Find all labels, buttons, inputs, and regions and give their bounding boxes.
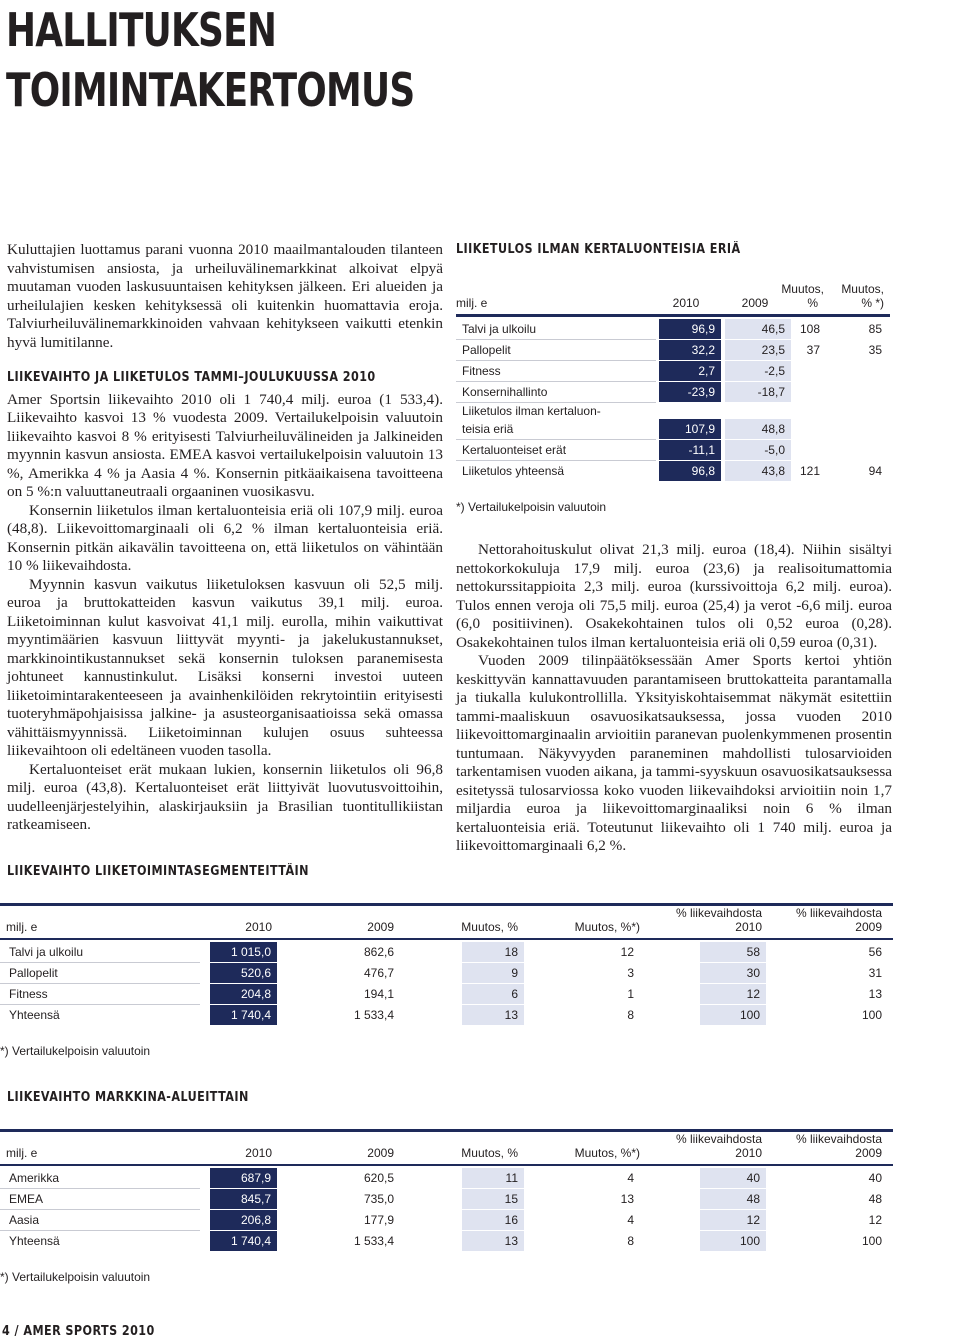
table-row: Konsernihallinto -23,9 -18,7 [456, 382, 890, 402]
left-column [7, 241, 443, 835]
column-header: % *) [861, 296, 884, 310]
table-row: Amerikka 687,9 620,5 11 4 40 40 [0, 1168, 893, 1188]
table-row: Liiketulos yhteensä 96,8 43,8 121 94 [456, 461, 890, 481]
column-header: % [807, 296, 818, 310]
column-header: 2010 [245, 920, 272, 934]
segment-table-heading: LIIKEVAIHTO LIIKETOIMINTASEGMENTEITTÄIN [7, 864, 309, 879]
column-header: Muutos, % [461, 920, 518, 934]
table-row: Pallopelit 520,6 476,7 9 3 30 31 [0, 963, 893, 983]
column-header: 2009 [367, 920, 394, 934]
footnote: *) Vertailukelpoisin valuutoin [456, 500, 607, 514]
table-row: Yhteensä 1 740,4 1 533,4 13 8 100 100 [0, 1005, 893, 1025]
header-rule [456, 314, 890, 317]
body-paragraph: Myynnin kasvun vaikutus liiketuloksen kasvuun oli 52,5 milj. euroa ja bruttokatteiden kasvun vaikutus 39,1 milj. euroa. Liiketoiminnan kulut kasvoivat 41,1 milj. eurolla, mihin vaikuttivat myyntimäärien kasvuun liittyvät myynti- ja jakelukustannukset, markkinointikustannukset sekä konsernin tuloksen paranemisesta johtuneet kannustinkulut. Lisäksi konserni investoi uuteen liiketoimintarakenteeseen ja avainhenkilöiden rekrytointiin erityisesti tuoteryhmäpohjaisissa jalkine- ja asusteorganisaatioissa sekä omassa vähittäismyynnissä. Liiketoiminnan kulujen osuus suhteessa liikevaihtoon oli edeltäneen vuoden tasolla. [7, 575, 443, 759]
table-row: Aasia 206,8 177,9 16 4 12 12 [0, 1210, 893, 1230]
column-header: % liikevaihdosta [675, 906, 762, 920]
table-row: EMEA 845,7 735,0 15 13 48 48 [0, 1189, 893, 1209]
body-paragraph: Konsernin liiketulos ilman kertaluonteisia eriä oli 107,9 milj. euroa (48,8). Liikevoittomarginaali oli 6,2 % ilman kertaluonteisia eriä. Konsernin pitkän aikavälin tavoitteena on, että liiketulos on vähintään 10 % liikevaihdosta. [7, 501, 443, 574]
body-paragraph: Kertaluonteiset erät mukaan lukien, konsernin liiketulos oli 96,8 milj. euroa (43,8). Kertaluonteiset erät liittyivät luovutusvoittoihin, uudelleenjärjestelyihin, alaskirjauksiin ja Brasilian tuontitullikiistan ratkeamiseen. [7, 760, 443, 833]
ebit-table-heading: LIIKETULOS ILMAN KERTALUONTEISIA ERIÄ [456, 242, 741, 257]
table-row: Talvi ja ulkoilu 1 015,0 862,6 18 12 58 56 [0, 942, 893, 962]
column-header: % liikevaihdosta [675, 1132, 762, 1146]
table-row: Fitness 204,8 194,1 6 1 12 13 [0, 984, 893, 1004]
column-header: 2010 [672, 296, 700, 310]
column-header: 2009 [741, 296, 769, 310]
page-footer: 4 / AMER SPORTS 2010 [2, 1324, 155, 1339]
table-row: Liiketulos ilman kertaluon- teisia eriä 107,9 48,8 [456, 403, 890, 439]
body-paragraph: Vuoden 2009 tilinpäätöksessään Amer Sports kertoi yhtiön keskittyvän kannattavuuden parantamiseen bruttokatteita parantamalla ja tiukalla kulukontrollilla. Yksityiskohtaisemmat näkymät esitettiin tammi-maaliskuun osavuosikatsauksessa, jossa vuoden 2010 liikevoittomarginaalin arvioitiin paranevan puolenkymmenen prosentin tuntumaan. Näkyvyyden paraneminen mahdollisti tulosarvioiden tarkentamisen vuoden aikana, ja tammi-syyskuun osavuosikatsauksessa esitetyssä tulosarviossa koko vuoden liikevaihdoksi arvioitiin noin 1,7 miljardia euroa ja liikevoittomarginaaliksi noin 6 % ilman kertaluonteisia eriä. Toteutunut liikevaihto oli 1 740 milj. euroa ja liikevoittomarginaali 6,2 %. [456, 652, 892, 854]
column-header: Muutos, %*) [574, 920, 640, 934]
column-header: milj. e [6, 920, 38, 934]
table-row: Kertaluonteiset erät -11,1 -5,0 [456, 440, 890, 460]
body-paragraph: Nettorahoituskulut olivat 21,3 milj. euroa (18,4). Niihin sisältyi nettokorkokuluja 17,9 milj. euroa (23,6) ja realisoitumattomia nettokurssitappioita 2,3 milj. euroa (kurssivoittoja 6,2 milj. euroa). Tulos ennen veroja oli 75,5 milj. euroa (25,4) ja verot -6,6 milj. euroa (6,0 positiivinen). Osakekohtainen tulos oli 0,52 euroa (0,28). Osakekohtainen tulos ilman kertaluonteisia eriä oli 0,59 euroa (0,31). [456, 541, 892, 651]
section-heading: LIIKEVAIHTO JA LIIKETULOS TAMMI–JOULUKUUSSA 2010 [7, 370, 376, 385]
footnote: *) Vertailukelpoisin valuutoin [0, 1270, 151, 1284]
region-table-heading: LIIKEVAIHTO MARKKINA-ALUEITTAIN [7, 1090, 249, 1105]
page-title-line2: TOIMINTAKERTOMUS [6, 63, 415, 117]
column-header: 2009 [855, 920, 882, 934]
column-header: milj. e [6, 1146, 38, 1160]
column-header: Muutos, % [461, 1146, 518, 1160]
column-header: % liikevaihdosta [795, 906, 882, 920]
table-row: Talvi ja ulkoilu 96,9 46,5 108 85 [456, 319, 890, 339]
column-header: 2010 [735, 1146, 762, 1160]
page-title [6, 0, 414, 120]
column-header: % liikevaihdosta [795, 1132, 882, 1146]
right-column [456, 541, 892, 856]
intro-paragraph: Kuluttajien luottamus parani vuonna 2010 maailmantalouden tilanteen vahvistumisen ansiosta, ja urheiluvälinemarkkinat alkoivat elpyä muutaman vuoden laskusuuntaisen kehityksen jälkeen. Eri alueiden ja urheilulajien kesken kehityksessä oli kuitenkin huomattavia eroja. Talviurheiluvälinemarkkinoiden vahvaan kehitykseen vaikutti etenkin hyvä lumitilanne. [7, 241, 443, 351]
column-header: 2010 [245, 1146, 272, 1160]
column-header: milj. e [456, 296, 488, 310]
column-header: 2009 [855, 1146, 882, 1160]
column-header: 2010 [735, 920, 762, 934]
page-title-line1: HALLITUKSEN [6, 3, 277, 57]
body-paragraph: Amer Sportsin liikevaihto 2010 oli 1 740,4 milj. euroa (1 533,4). Liikevaihto kasvoi 13 % vuodesta 2009. Vertailukelpoisin valuutoin liikevaihto kasvoi 8 % erityisesti Talviurheiluvälineiden ja Jalkineiden myynnin kasvun ansiosta. EMEA kasvoi vertailukelpoisin valuutoin 13 %, Amerikka 4 % ja Aasia 4 %. Konsernin pitkäaikaisena tavoitteena on 5 %:n valuuttaneutraali orgaaninen vuosikasvu. [7, 390, 443, 500]
table-row: Yhteensä 1 740,4 1 533,4 13 8 100 100 [0, 1231, 893, 1251]
column-header: Muutos, %*) [574, 1146, 640, 1160]
table-row: Fitness 2,7 -2,5 [456, 361, 890, 381]
column-header: Muutos, [841, 282, 884, 296]
footnote: *) Vertailukelpoisin valuutoin [0, 1044, 151, 1058]
column-header: Muutos, [781, 282, 824, 296]
column-header: 2009 [367, 1146, 394, 1160]
table-row: Pallopelit 32,2 23,5 37 35 [456, 340, 890, 360]
